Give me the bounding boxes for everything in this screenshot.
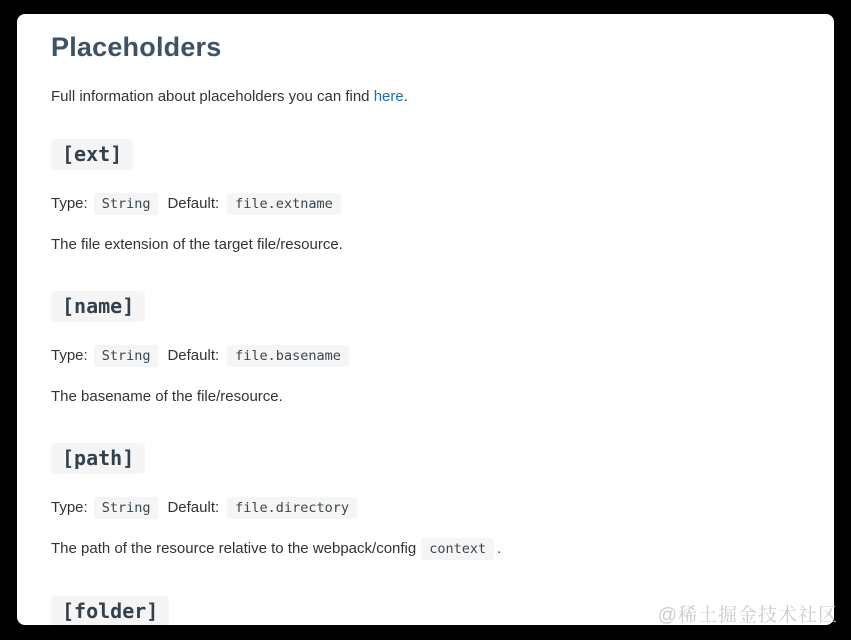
type-value-code: String [94,497,159,519]
section-ext-heading: [ext] [51,139,133,170]
section-path-description [51,538,794,560]
default-value-code: file.extname [227,193,341,215]
section-path [51,443,794,560]
type-value-code: String [94,193,159,215]
description-text-before-code: The path of the resource relative to the webpack/config [51,540,417,558]
here-link[interactable]: here [373,88,404,106]
context-code: context [421,538,494,560]
default-value-code: file.basename [227,345,349,367]
section-name [51,291,794,407]
section-name-meta-row [51,345,794,367]
type-label: Type: [51,195,88,213]
section-folder [51,596,794,625]
type-value-code: String [94,345,159,367]
section-name-heading: [name] [51,291,145,322]
section-name-description: The basename of the file/resource. [51,388,283,406]
intro-text-before-link: Full information about placeholders you can find [51,88,374,106]
intro-paragraph [51,86,794,107]
type-label: Type: [51,347,88,365]
section-path-heading: [path] [51,443,145,474]
type-label: Type: [51,499,88,517]
section-ext-meta-row [51,193,794,215]
page-title: Placeholders [51,32,222,62]
default-label: Default: [167,347,220,365]
section-folder-heading: [folder] [51,596,169,625]
document-card [17,14,834,625]
intro-text-after-link: . [403,88,408,106]
default-label: Default: [167,195,220,213]
section-ext [51,139,794,255]
default-value-code: file.directory [227,497,357,519]
section-path-meta-row [51,497,794,519]
default-label: Default: [167,499,220,517]
section-ext-description: The file extension of the target file/resource. [51,236,343,254]
description-text-after-code: . [497,540,502,558]
watermark: @稀土掘金技术社区 [657,605,838,626]
